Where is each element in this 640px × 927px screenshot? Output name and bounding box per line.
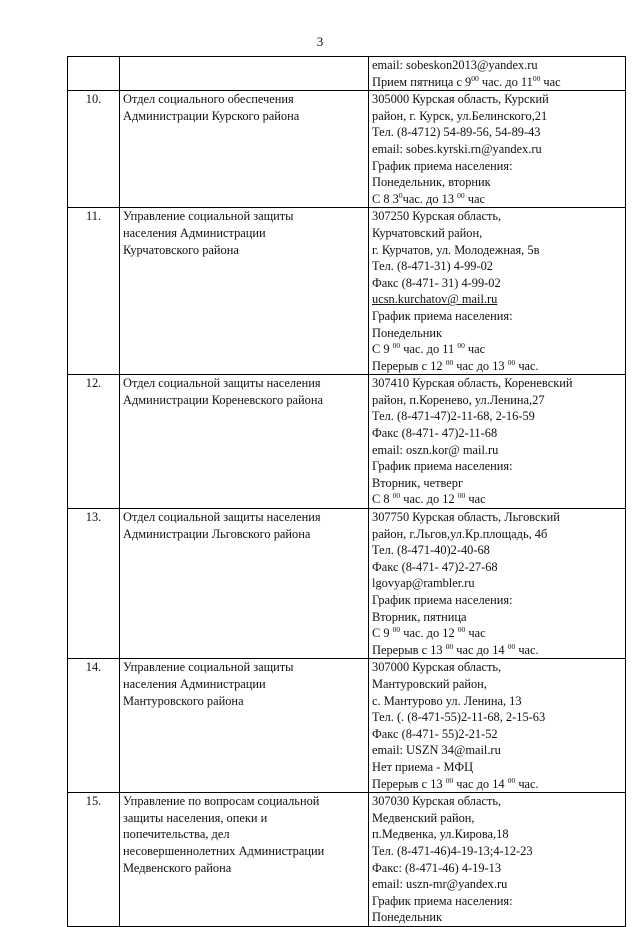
department-name-line: Управление социальной защиты — [123, 660, 294, 675]
contact-line: График приема населения: — [372, 593, 513, 607]
contact-line: Факс (8-471- 55)2-21-52 — [372, 726, 498, 741]
break-hours-line: Перерыв с 13 $^{00}$ час до 14 $^{00}$ час. — [372, 775, 539, 791]
department-name-line: Отдел социального обеспечения — [123, 92, 294, 107]
contact-line: Факс: (8-471-46) 4-19-13 — [372, 860, 502, 875]
contact-line: Тел. (8-471-40)2-40-68 — [372, 543, 490, 558]
department-name-line: Управление по вопросам социальной — [123, 794, 320, 809]
email-link: ucsn.kurchatov@ mail.ru — [372, 292, 498, 307]
department-name — [120, 375, 369, 509]
table-row — [68, 91, 626, 208]
contact-line: Понедельник — [372, 910, 443, 925]
table-row — [68, 509, 626, 659]
contact-line: Тел. (. (8-471-55)2-11-68, 2-15-63 — [372, 710, 546, 725]
department-name-line: Медвенского района — [123, 860, 232, 875]
department-name — [120, 793, 369, 927]
row-number: 11. — [68, 208, 120, 375]
table-row — [68, 659, 626, 793]
department-name-line: Управление социальной защиты — [123, 209, 294, 224]
department-name-line: Администрации Курского района — [123, 108, 300, 123]
contact-line: Понедельник — [372, 325, 443, 340]
contact-line: 307030 Курская область, — [372, 794, 502, 809]
contact-line: 305000 Курская область, Курский — [372, 92, 549, 107]
continuation-row — [68, 57, 626, 91]
department-name-line: населения Администрации — [123, 676, 266, 691]
contact-line: район, п.Коренево, ул.Ленина,27 — [372, 392, 545, 407]
contact-line: График приема населения: — [372, 459, 513, 474]
department-name-line: Администрации Льговского района — [123, 526, 311, 541]
contact-line: График приема населения: — [372, 893, 513, 908]
contact-line: 307250 Курская область, — [372, 209, 502, 224]
break-hours-line: Перерыв с 12 $^{00}$ час до 13 $^{00}$ час. — [372, 357, 539, 373]
table-row — [68, 375, 626, 509]
department-name — [120, 509, 369, 659]
department-name-line: Отдел социальной защиты населения — [123, 510, 321, 525]
contact-line: email: oszn.kor@ mail.ru — [372, 442, 499, 457]
contact-line: 307410 Курская область, Кореневский — [372, 376, 573, 391]
row-number: 10. — [68, 91, 120, 208]
reception-hours-line: С 9 $^{00}$ час. до 12 $^{00}$ час — [372, 625, 486, 641]
contact-line: email: sobes.kyrski.rn@yandex.ru — [372, 141, 542, 156]
row-number: 13. — [68, 509, 120, 659]
contact-line: lgovyap@rambler.ru — [372, 576, 475, 591]
email-line: email: sobeskon2013@yandex.ru — [372, 58, 538, 72]
row-number: 12. — [68, 375, 120, 509]
contact-line: район, г.Льгов,ул.Кр.площадь, 4б — [372, 526, 548, 541]
num-cell — [68, 57, 120, 91]
contact-line: Факс (8-471- 47)2-11-68 — [372, 426, 498, 441]
row-number: 15. — [68, 793, 120, 927]
contact-line: График приема населения: — [372, 158, 513, 173]
reception-hours-line: С 8 $^{00}$ час. до 12 $^{00}$ час — [372, 491, 486, 507]
contact-line: п.Медвенка, ул.Кирова,18 — [372, 827, 509, 842]
contact-info — [369, 659, 626, 793]
contact-line: Нет приема - МФЦ — [372, 759, 474, 774]
department-name — [120, 208, 369, 375]
name-cell — [120, 57, 369, 91]
contact-line: Курчатовский район, — [372, 225, 483, 240]
info-cell — [369, 57, 626, 91]
contact-info — [369, 509, 626, 659]
department-name-line: Отдел социальной защиты населения — [123, 376, 321, 391]
department-name-line: Администрации Кореневского района — [123, 392, 323, 407]
contact-info — [369, 793, 626, 927]
contact-line: Мантуровский район, — [372, 676, 487, 691]
table-row — [68, 793, 626, 927]
page-number: 3 — [316, 34, 324, 49]
contact-line: Тел. (8-4712) 54-89-56, 54-89-43 — [372, 125, 541, 140]
contact-line: Тел. (8-471-47)2-11-68, 2-16-59 — [372, 409, 535, 424]
department-name — [120, 91, 369, 208]
contact-line: Тел. (8-471-46)4-19-13;4-12-23 — [372, 843, 533, 858]
break-hours-line: Перерыв с 13 $^{00}$ час до 14 $^{00}$ час. — [372, 641, 539, 657]
contact-line: email: USZN 34@mail.ru — [372, 743, 501, 758]
contact-line: График приема населения: — [372, 308, 513, 323]
contact-line: Вторник, четверг — [372, 475, 464, 490]
contact-line: с. Мантурово ул. Ленина, 13 — [372, 693, 522, 708]
department-name-line: защиты населения, опеки и — [123, 810, 268, 825]
contact-line: Вторник, пятница — [372, 609, 467, 624]
contact-line: Факс (8-471- 31) 4-99-02 — [372, 275, 501, 290]
contact-line: 307750 Курская область, Льговский — [372, 510, 560, 525]
contact-line: Медвенский район, — [372, 810, 475, 825]
contact-line: район, г. Курск, ул.Белинского,21 — [372, 108, 548, 123]
contact-line: г. Курчатов, ул. Молодежная, 5в — [372, 242, 540, 257]
department-name-line: населения Администрации — [123, 225, 266, 240]
row-number: 14. — [68, 659, 120, 793]
reception-hours-line: Прием пятница с $9^{00}$ час. до $11^{00}$ час — [372, 73, 561, 89]
departments-table — [67, 56, 626, 927]
contact-info — [369, 91, 626, 208]
table-row — [68, 208, 626, 375]
reception-hours-line: С 8 $3^0час$. до 13 $^{00}$ час — [372, 190, 485, 206]
contact-line: email: uszn-mr@yandex.ru — [372, 877, 508, 892]
department-name — [120, 659, 369, 793]
reception-hours-line: С 9 $^{00}$ час. до 11 $^{00}$ час — [372, 341, 486, 357]
contact-line: Факс (8-471- 47)2-27-68 — [372, 559, 498, 574]
department-name-line: Курчатовского района — [123, 242, 239, 257]
department-name-line: Мантуровского района — [123, 693, 244, 708]
contact-line: 307000 Курская область, — [372, 660, 502, 675]
contact-info — [369, 208, 626, 375]
department-name-line: попечительства, дел — [123, 827, 230, 842]
contact-line: Тел. (8-471-31) 4-99-02 — [372, 259, 493, 274]
contact-info — [369, 375, 626, 509]
department-name-line: несовершеннолетних Администрации — [123, 843, 325, 858]
contact-line: Понедельник, вторник — [372, 175, 491, 190]
